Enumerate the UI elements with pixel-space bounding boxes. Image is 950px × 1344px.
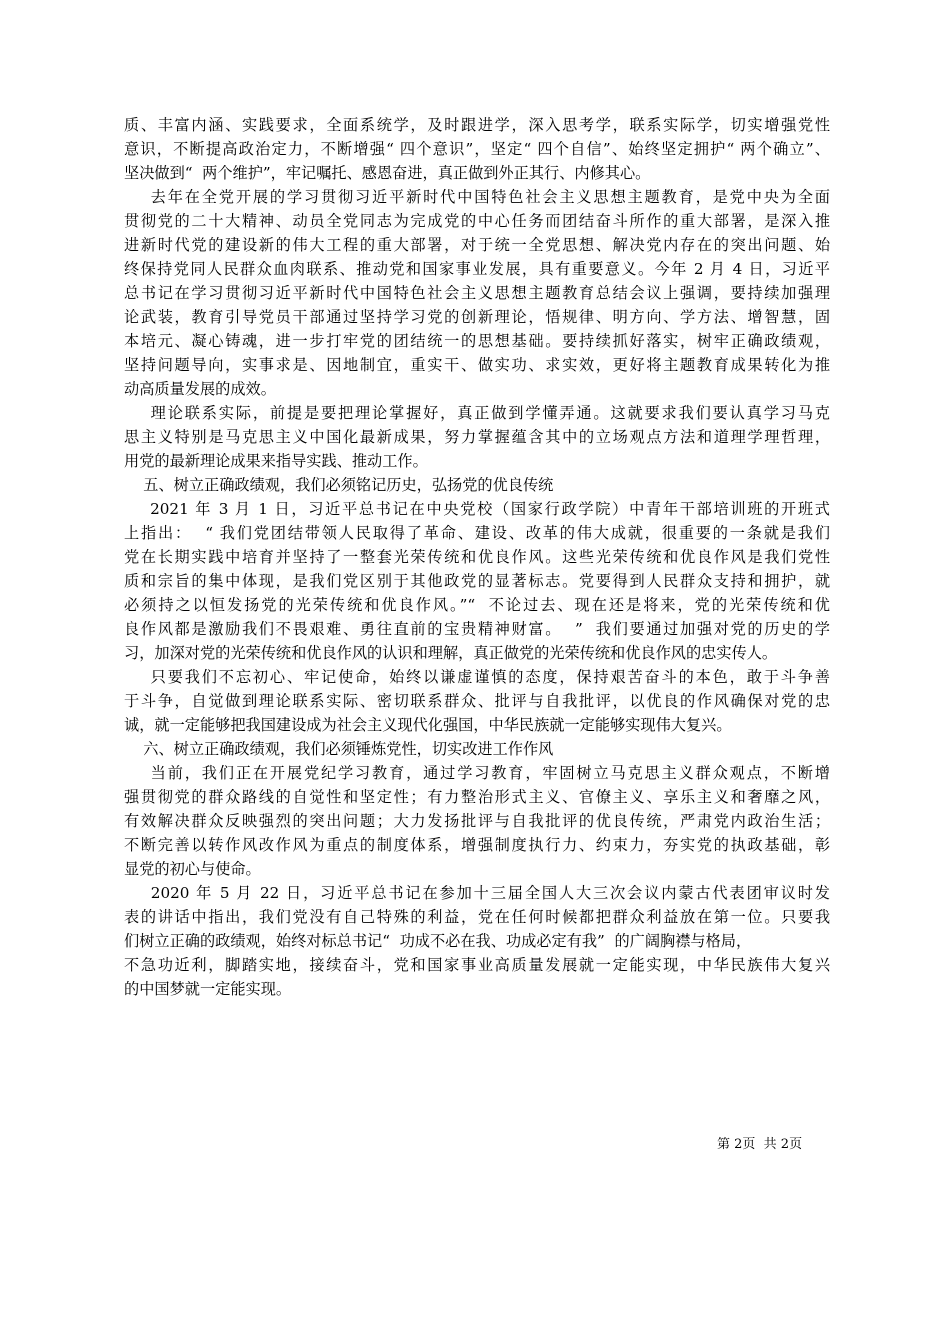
text-line: 必须持之以恒发扬党的光荣传统和优良作风。”“ 不论过去、现在还是将来，党的光荣传统和优 [124,596,830,614]
text-line: 2020 年 5 月 22 日，习近平总书记在参加十三届全国人大三次会议内蒙古代表团审议时发 [124,884,830,902]
text-line: 们树立正确的政绩观，始终对标总书记“ 功成不必在我、功成必定有我” 的广阔胸襟与格局， [124,932,752,950]
text-line: 本培元、凝心铸魂，进一步打牢党的团结统一的思想基础。要持续抓好落实，树牢正确政绩观， [124,332,830,350]
text-line: 良作风都是激励我们不畏艰难、勇往直前的宝贵精神财富。 ” 我们要通过加强对党的历史的学 [124,620,830,638]
text-line: 总书记在学习贯彻习近平新时代中国特色社会主义思想主题教育总结会议上强调，要持续加强理 [124,284,830,302]
text-line: 终保持党同人民群众血肉联系、推动党和国家事业发展，具有重要意义。今年 2 月 4 日，习近平 [124,260,830,278]
text-line: 坚决做到“ 两个维护”，牢记嘱托、感恩奋进，真正做到外正其行、内修其心。 [124,164,651,182]
text-line: 用党的最新理论成果来指导实践、推动工作。 [124,452,428,470]
text-line: 五、树立正确政绩观，我们必须铭记历史，弘扬党的优良传统 [124,476,554,494]
text-line: 不急功近利，脚踏实地，接续奋斗，党和国家事业高质量发展就一定能实现，中华民族伟大复兴 [124,956,830,974]
text-line: 于斗争，自觉做到理论联系实际、密切联系群众、批评与自我批评，以优良的作风确保对党的忠 [124,692,830,710]
text-line: 进新时代党的建设新的伟大工程的重大部署，对于统一全党思想、解决党内存在的突出问题、始 [124,236,830,254]
text-line: 表的讲话中指出，我们党没有自己特殊的利益，党在任何时候都把群众利益放在第一位。只要我 [124,908,830,926]
text-line: 习，加深对党的光荣传统和优良作风的认识和理解，真正做党的光荣传统和优良作风的忠实传人。 [124,644,778,662]
text-line: 意识，不断提高政治定力，不断增强“ 四个意识”，坚定“ 四个自信”、始终坚定拥护“ 两个确立”、 [124,140,830,158]
text-line: 上指出： “ 我们党团结带领人民取得了革命、建设、改革的伟大成就，很重要的一条就是我们 [124,524,830,542]
document-body [124,113,830,1001]
text-line: 质、丰富内涵、实践要求，全面系统学，及时跟进学，深入思考学，联系实际学，切实增强党性 [124,116,830,134]
text-line: 显党的初心与使命。 [124,860,261,878]
text-line: 动高质量发展的成效。 [124,380,276,398]
text-line: 质和宗旨的集中体现，是我们党区别于其他政党的显著标志。党要得到人民群众支持和拥护，就 [124,572,830,590]
page-number-footer: 第 2页 共 2页 [717,1137,803,1152]
text-line: 强贯彻党的群众路线的自觉性和坚定性；有力整治形式主义、官僚主义、享乐主义和奢靡之风， [124,788,830,806]
text-line: 去年在全党开展的学习贯彻习近平新时代中国特色社会主义思想主题教育，是党中央为全面 [124,188,830,206]
text-line: 理论联系实际，前提是要把理论掌握好，真正做到学懂弄通。这就要求我们要认真学习马克 [124,404,830,422]
text-line: 六、树立正确政绩观，我们必须锤炼党性，切实改进工作作风 [124,740,554,758]
text-line: 有效解决群众反映强烈的突出问题；大力发扬批评与自我批评的优良传统，严肃党内政治生活； [124,812,830,830]
text-line: 的中国梦就一定能实现。 [124,980,292,998]
text-line: 坚持问题导向，实事求是、因地制宜，重实干、做实功、求实效，更好将主题教育成果转化为推 [124,356,830,374]
text-line: 党在长期实践中培育并坚持了一整套光荣传统和优良作风。这些光荣传统和优良作风是我们党性 [124,548,830,566]
text-line: 2021 年 3 月 1 日，习近平总书记在中央党校（国家行政学院）中青年干部培训班的开班式 [124,500,830,518]
text-line: 论武装，教育引导党员干部通过坚持学习党的创新理论，悟规律、明方向、学方法、增智慧，固 [124,308,830,326]
text-line: 当前，我们正在开展党纪学习教育，通过学习教育，牢固树立马克思主义群众观点，不断增 [124,764,830,782]
text-line: 只要我们不忘初心、牢记使命，始终以谦虚谨慎的态度，保持艰苦奋斗的本色，敢于斗争善 [124,668,830,686]
text-line: 思主义特别是马克思主义中国化最新成果，努力掌握蕴含其中的立场观点方法和道理学理哲理， [124,428,830,446]
text-line: 诚，就一定能够把我国建设成为社会主义现代化强国，中华民族就一定能够实现伟大复兴。 [124,716,732,734]
text-line: 不断完善以转作风改作风为重点的制度体系，增强制度执行力、约束力，夯实党的执政基础，彰 [124,836,830,854]
text-line: 贯彻党的二十大精神、动员全党同志为完成党的中心任务而团结奋斗所作的重大部署，是深入推 [124,212,830,230]
